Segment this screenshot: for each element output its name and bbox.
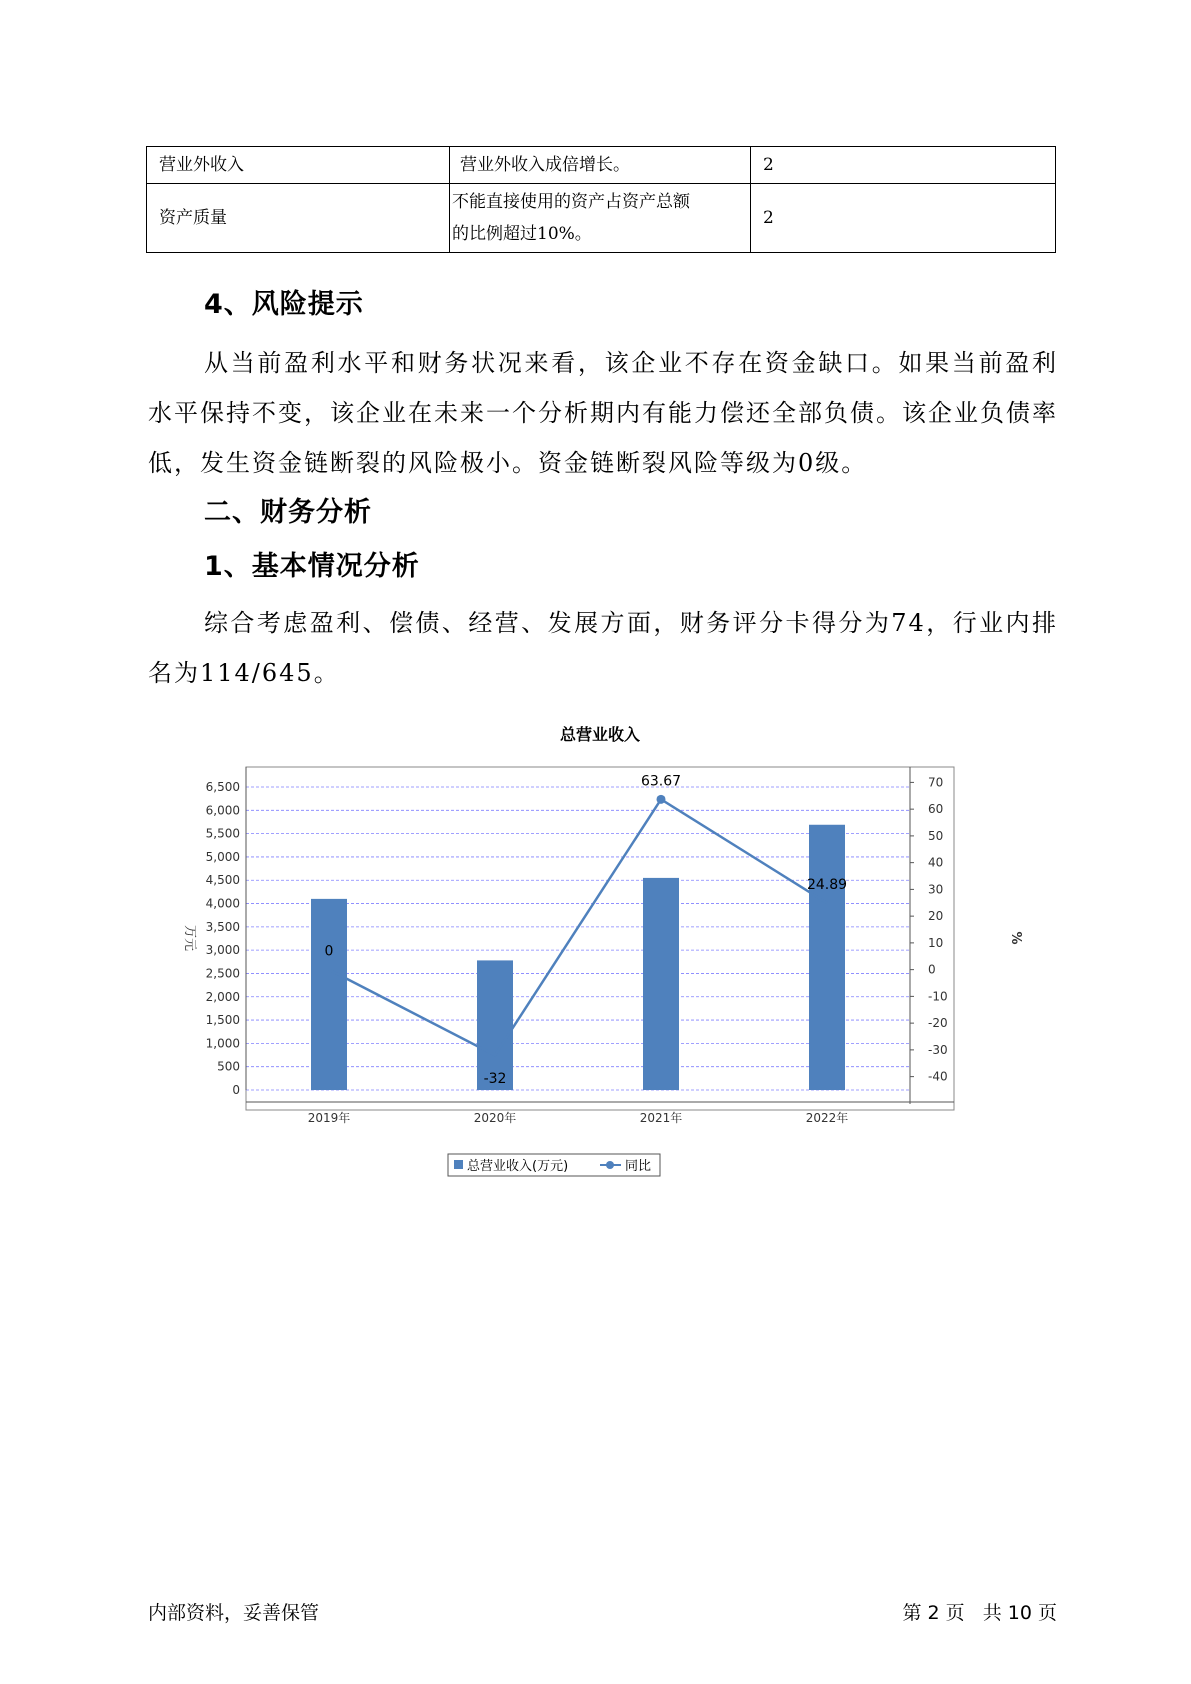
y-tick-label: 4,000: [205, 896, 240, 911]
table-cell-item: 营业外收入: [147, 147, 450, 184]
x-tick-label: 2021年: [639, 1111, 683, 1125]
yoy-data-label: -32: [483, 1071, 507, 1088]
y-tick-label: 0: [232, 1083, 240, 1097]
table-cell-desc-line2: 的比例超过10%。: [452, 224, 592, 244]
table-cell-desc: [450, 184, 751, 253]
y-axis-left: [206, 767, 246, 1097]
basic-paragraph: 综合考虑盈利、偿债、经营、发展方面，财务评分卡得分为74，行业内排名为114/645。: [148, 609, 1058, 687]
bar-2021年: [643, 878, 679, 1090]
y-axis-label: 万元: [182, 924, 197, 952]
chart-title: 总营业收入: [559, 725, 641, 744]
yoy-data-label: 0: [324, 943, 334, 960]
y2-tick-label: 70: [928, 775, 944, 790]
y2-tick-label: 50: [928, 828, 944, 843]
x-axis: [246, 1102, 954, 1125]
table-cell-item: 资产质量: [147, 184, 450, 253]
plot-frame: [246, 767, 954, 1110]
y-tick-label: 5,500: [205, 826, 240, 841]
legend-line-label: 同比: [625, 1159, 652, 1174]
y-tick-label: 1,500: [205, 1013, 240, 1028]
legend-bar-label: 总营业收入(万元): [467, 1159, 569, 1174]
y2-tick-label: 30: [928, 882, 944, 897]
legend: [448, 1154, 660, 1176]
table-row: [147, 184, 1056, 253]
table-row: [147, 147, 1056, 184]
table-cell-desc-line1: 不能直接使用的资产占资产总额: [452, 192, 690, 212]
y-tick-label: 2,000: [205, 989, 240, 1004]
x-tick-label: 2022年: [805, 1111, 849, 1125]
line-group: [325, 773, 848, 1087]
table-cell-desc-text: 营业外收入成倍增长。: [460, 155, 630, 175]
y2-tick-label: -10: [928, 989, 948, 1004]
risk-table: [146, 146, 1056, 253]
bar-2019年: [311, 899, 347, 1090]
y-tick-label: 3,000: [205, 943, 240, 958]
table-cell-score: 2: [751, 184, 1056, 253]
y-tick-label: 1,000: [205, 1036, 240, 1051]
y-axis-right: [910, 767, 948, 1104]
table-cell-score: 2: [751, 147, 1056, 184]
legend-line-marker: [606, 1161, 614, 1169]
y2-tick-label: 60: [928, 802, 944, 817]
y-tick-label: 4,500: [205, 873, 240, 888]
y2-tick-label: 40: [928, 855, 944, 870]
y2-axis-label: %: [1008, 931, 1023, 945]
x-tick-label: 2020年: [473, 1111, 517, 1125]
yoy-point: [657, 795, 666, 804]
yoy-data-label: 63.67: [640, 773, 682, 790]
y2-tick-label: 0: [928, 962, 936, 977]
y2-tick-label: 20: [928, 909, 944, 924]
revenue-chart-svg: [170, 720, 1030, 1180]
y-tick-label: 500: [217, 1059, 240, 1074]
revenue-chart: [170, 720, 1030, 1180]
y-tick-label: 5,000: [205, 849, 240, 864]
legend-bar-swatch: [454, 1160, 463, 1169]
y-tick-label: 6,500: [205, 780, 240, 794]
footer-left: 内部资料，妥善保管: [148, 1602, 320, 1624]
x-tick-label: 2019年: [307, 1111, 351, 1125]
y2-tick-label: -40: [928, 1069, 948, 1084]
yoy-data-label: 24.89: [806, 877, 848, 894]
y-tick-label: 2,500: [205, 966, 240, 981]
sub-heading-basic: 1、基本情况分析: [204, 551, 420, 582]
bar-2022年: [806, 825, 848, 1090]
yoy-line: [329, 799, 827, 1055]
table-cell-desc: [450, 147, 751, 184]
y-tick-label: 3,500: [205, 919, 240, 934]
footer-page-number: 第 2 页 共 10 页: [902, 1602, 1057, 1624]
risk-paragraph: 从当前盈利水平和财务状况来看，该企业不存在资金缺口。如果当前盈利水平保持不变，该企业在未来一个分析期内有能力偿还全部负债。该企业负债率低，发生资金链断裂的风险极小。资金链断裂风险等级为0级。: [148, 349, 1058, 477]
section-heading-risk: 4、风险提示: [204, 289, 364, 320]
y2-tick-label: 10: [928, 935, 944, 950]
y-tick-label: 6,000: [205, 803, 240, 818]
y2-tick-label: -20: [928, 1016, 948, 1031]
y2-tick-label: -30: [928, 1042, 948, 1057]
section-heading-finance: 二、财务分析: [204, 497, 372, 528]
